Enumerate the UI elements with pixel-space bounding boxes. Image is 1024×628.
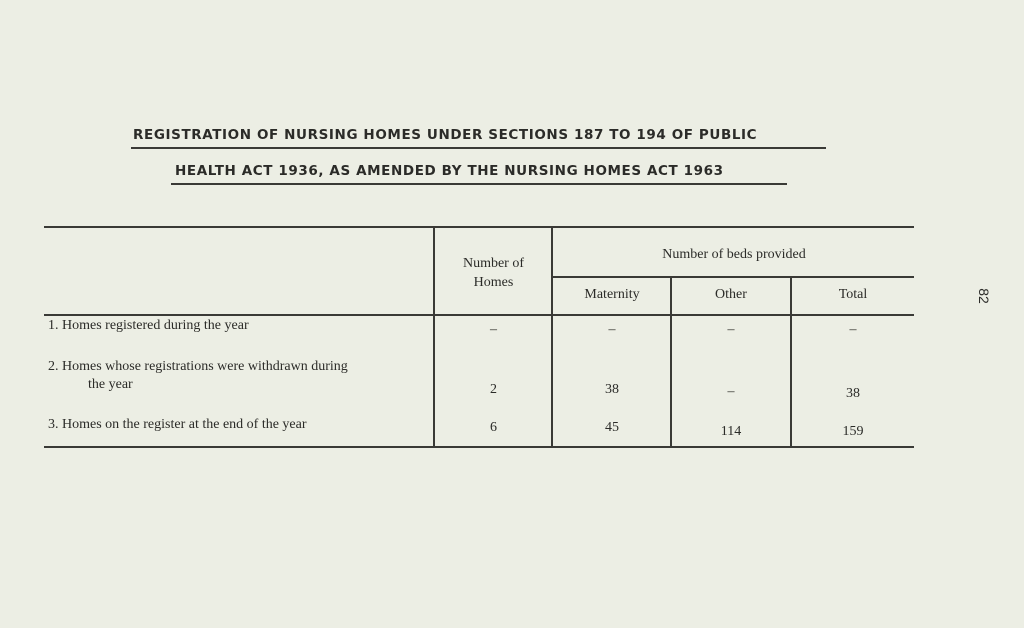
table-top-rule [44,226,914,228]
row-2-homes: 2 [490,382,497,397]
row-1-maternity: – [608,322,616,337]
header-maternity: Maternity [584,287,640,302]
row-2-label-line1: 2. Homes whose registrations were withdrawn during [48,359,348,374]
row-1-homes: – [490,322,497,337]
col-divider-maternity [551,228,553,448]
row-1-other: – [727,322,735,337]
title-underline-1 [131,147,826,149]
page-number: 82 [975,288,992,304]
title-line-2: HEALTH ACT 1936, AS AMENDED BY THE NURSING HOMES ACT 1963 [175,163,724,179]
header-number-of-beds: Number of beds provided [662,247,806,262]
row-3-total: 159 [842,424,864,439]
header-total: Total [838,287,868,302]
header-bottom-rule [44,314,914,316]
row-1-label: 1. Homes registered during the year [48,318,249,333]
header-number-of-homes: Number of Homes [462,256,525,290]
row-2-total: 38 [846,386,860,401]
col-divider-homes [433,228,435,448]
header-other: Other [715,287,747,302]
row-1-total: – [849,322,857,337]
title-underline-2 [171,183,787,185]
row-2-other: – [727,384,735,399]
row-3-homes: 6 [490,420,497,435]
row-3-label: 3. Homes on the register at the end of the year [48,417,307,432]
row-2-label-line2: the year [88,377,133,392]
row-2-maternity: 38 [605,382,619,397]
table-bottom-rule [44,446,914,448]
row-3-other: 114 [720,424,742,439]
title-line-1: REGISTRATION OF NURSING HOMES UNDER SECTIONS 187 TO 194 OF PUBLIC [133,127,758,143]
row-3-maternity: 45 [605,420,619,435]
beds-subheader-rule [552,276,914,278]
